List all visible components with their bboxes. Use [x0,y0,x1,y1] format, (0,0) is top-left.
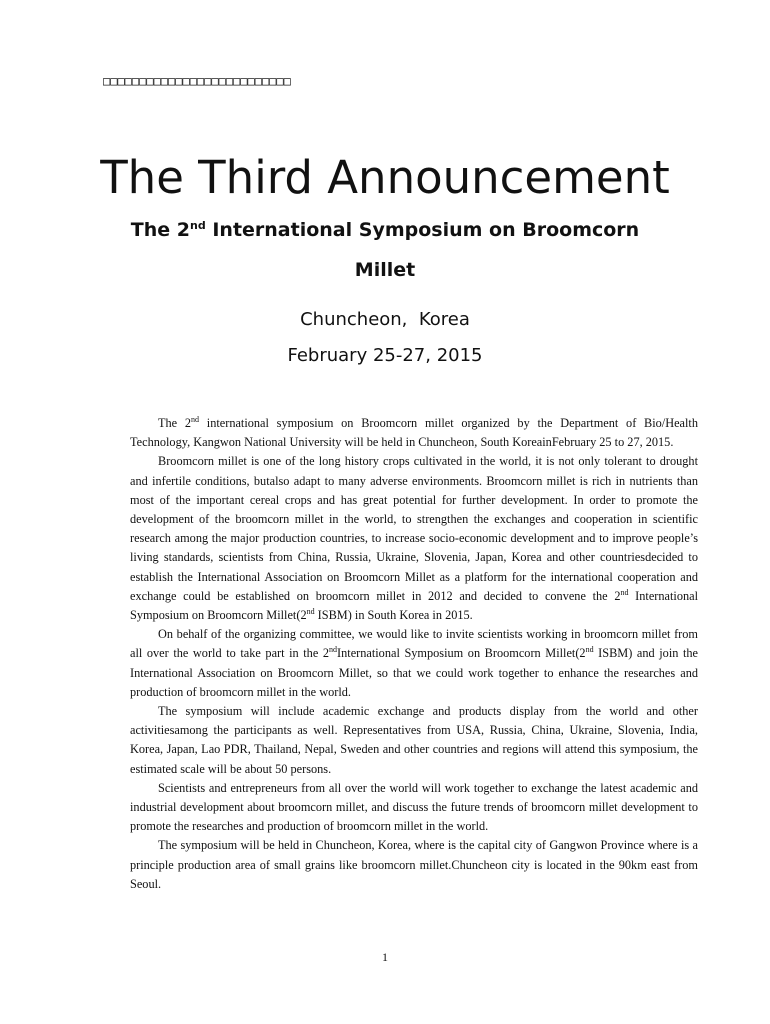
paragraph-text: ISBM) in South Korea in 2015. [314,608,473,623]
subtitle-superscript: nd [190,219,206,232]
paragraph-text: Broomcorn millet is one of the long history crops cultivated in the world, it is not only tolerant to drought and infertile conditions, butalso adapt to many adverse environments. Broomcorn millet is rich in nutrients than most of the important cereal crops and has great potential for further development. In order to promote the development of the broomcorn millet in the world, to strengthen the exchanges and cooperation in scientific research among the major production countries, to increase socio-economic development and to improve people’s living standards, scientists from China, Russia, Ukraine, Slovenia, Japan, Korea and other countriesdecided to establish the International Association on Broomcorn Millet as a platform for the international cooperation and exchange could be established on broomcorn millet in 2012 and decided to convene the 2 [130,454,698,603]
superscript: nd [620,587,629,597]
paragraph-program: The symposium will include academic exchange and products display from the world and other activitiesamong the participants as well. Representatives from USA, Russia, China, Ukraine, Slovenia, India, Korea, Japan, Lao PDR, Thailand, Nepal, Sweden and other countries and regions will attend this symposium, the estimated scale will be about 50 persons. [130,704,698,776]
paragraph-text: International Symposium on Broomcorn Millet(2 [337,646,586,661]
superscript: nd [191,415,200,424]
event-location: Chuncheon, Korea [300,309,470,330]
event-dates: February 25-27, 2015 [287,345,483,366]
paragraph-text: international symposium on Broomcorn millet organized by the Department of Bio/Health Technology, Kangwon National University will be held in Chuncheon, South KoreainFebruary 25 to 27, 2015. [130,416,698,450]
header-text: □□□□□□□□□□□□□□□□□□□□□□□□□□ [103,74,291,88]
superscript: nd [585,645,594,655]
paragraph-text: ISBM) and join the International Association on Broomcorn Millet, so that we could work together to enhance the researches and production of broomcorn millet in the world. [130,646,698,699]
superscript: nd [329,645,338,655]
paragraph-text: On behalf of the organizing committee, we would like to invite scientists working in broomcorn millet from all over the world to take part in the 2 [130,627,698,661]
paragraph-venue: The symposium will be held in Chuncheon, Korea, where is the capital city of Gangwon Province where is a principle production area of small grains like broomcorn millet.Chuncheon city is located in the 90km east from Seoul. [130,838,698,891]
superscript: nd [306,607,315,617]
paragraph-intro [130,414,698,452]
paragraph-text: The 2 [158,416,192,430]
subtitle-post: International Symposium on Broomcorn Millet [205,219,640,281]
subtitle-pre: The 2 [130,219,191,241]
paragraph-background [130,452,698,625]
paragraph-text: International Symposium on Broomcorn Millet(2 [130,588,698,623]
announcement-body [130,414,698,894]
page-title: The Third Announcement [100,151,670,204]
paragraph-goals: Scientists and entrepreneurs from all over the world will work together to exchange the latest academic and industrial development about broomcorn millet, and discuss the future trends of broomcorn millet development to promote the researches and production of broomcorn millet in the world. [130,780,698,834]
paragraph-invitation [130,625,698,702]
symposium-subtitle [100,210,670,290]
page-number: 1 [382,950,388,964]
